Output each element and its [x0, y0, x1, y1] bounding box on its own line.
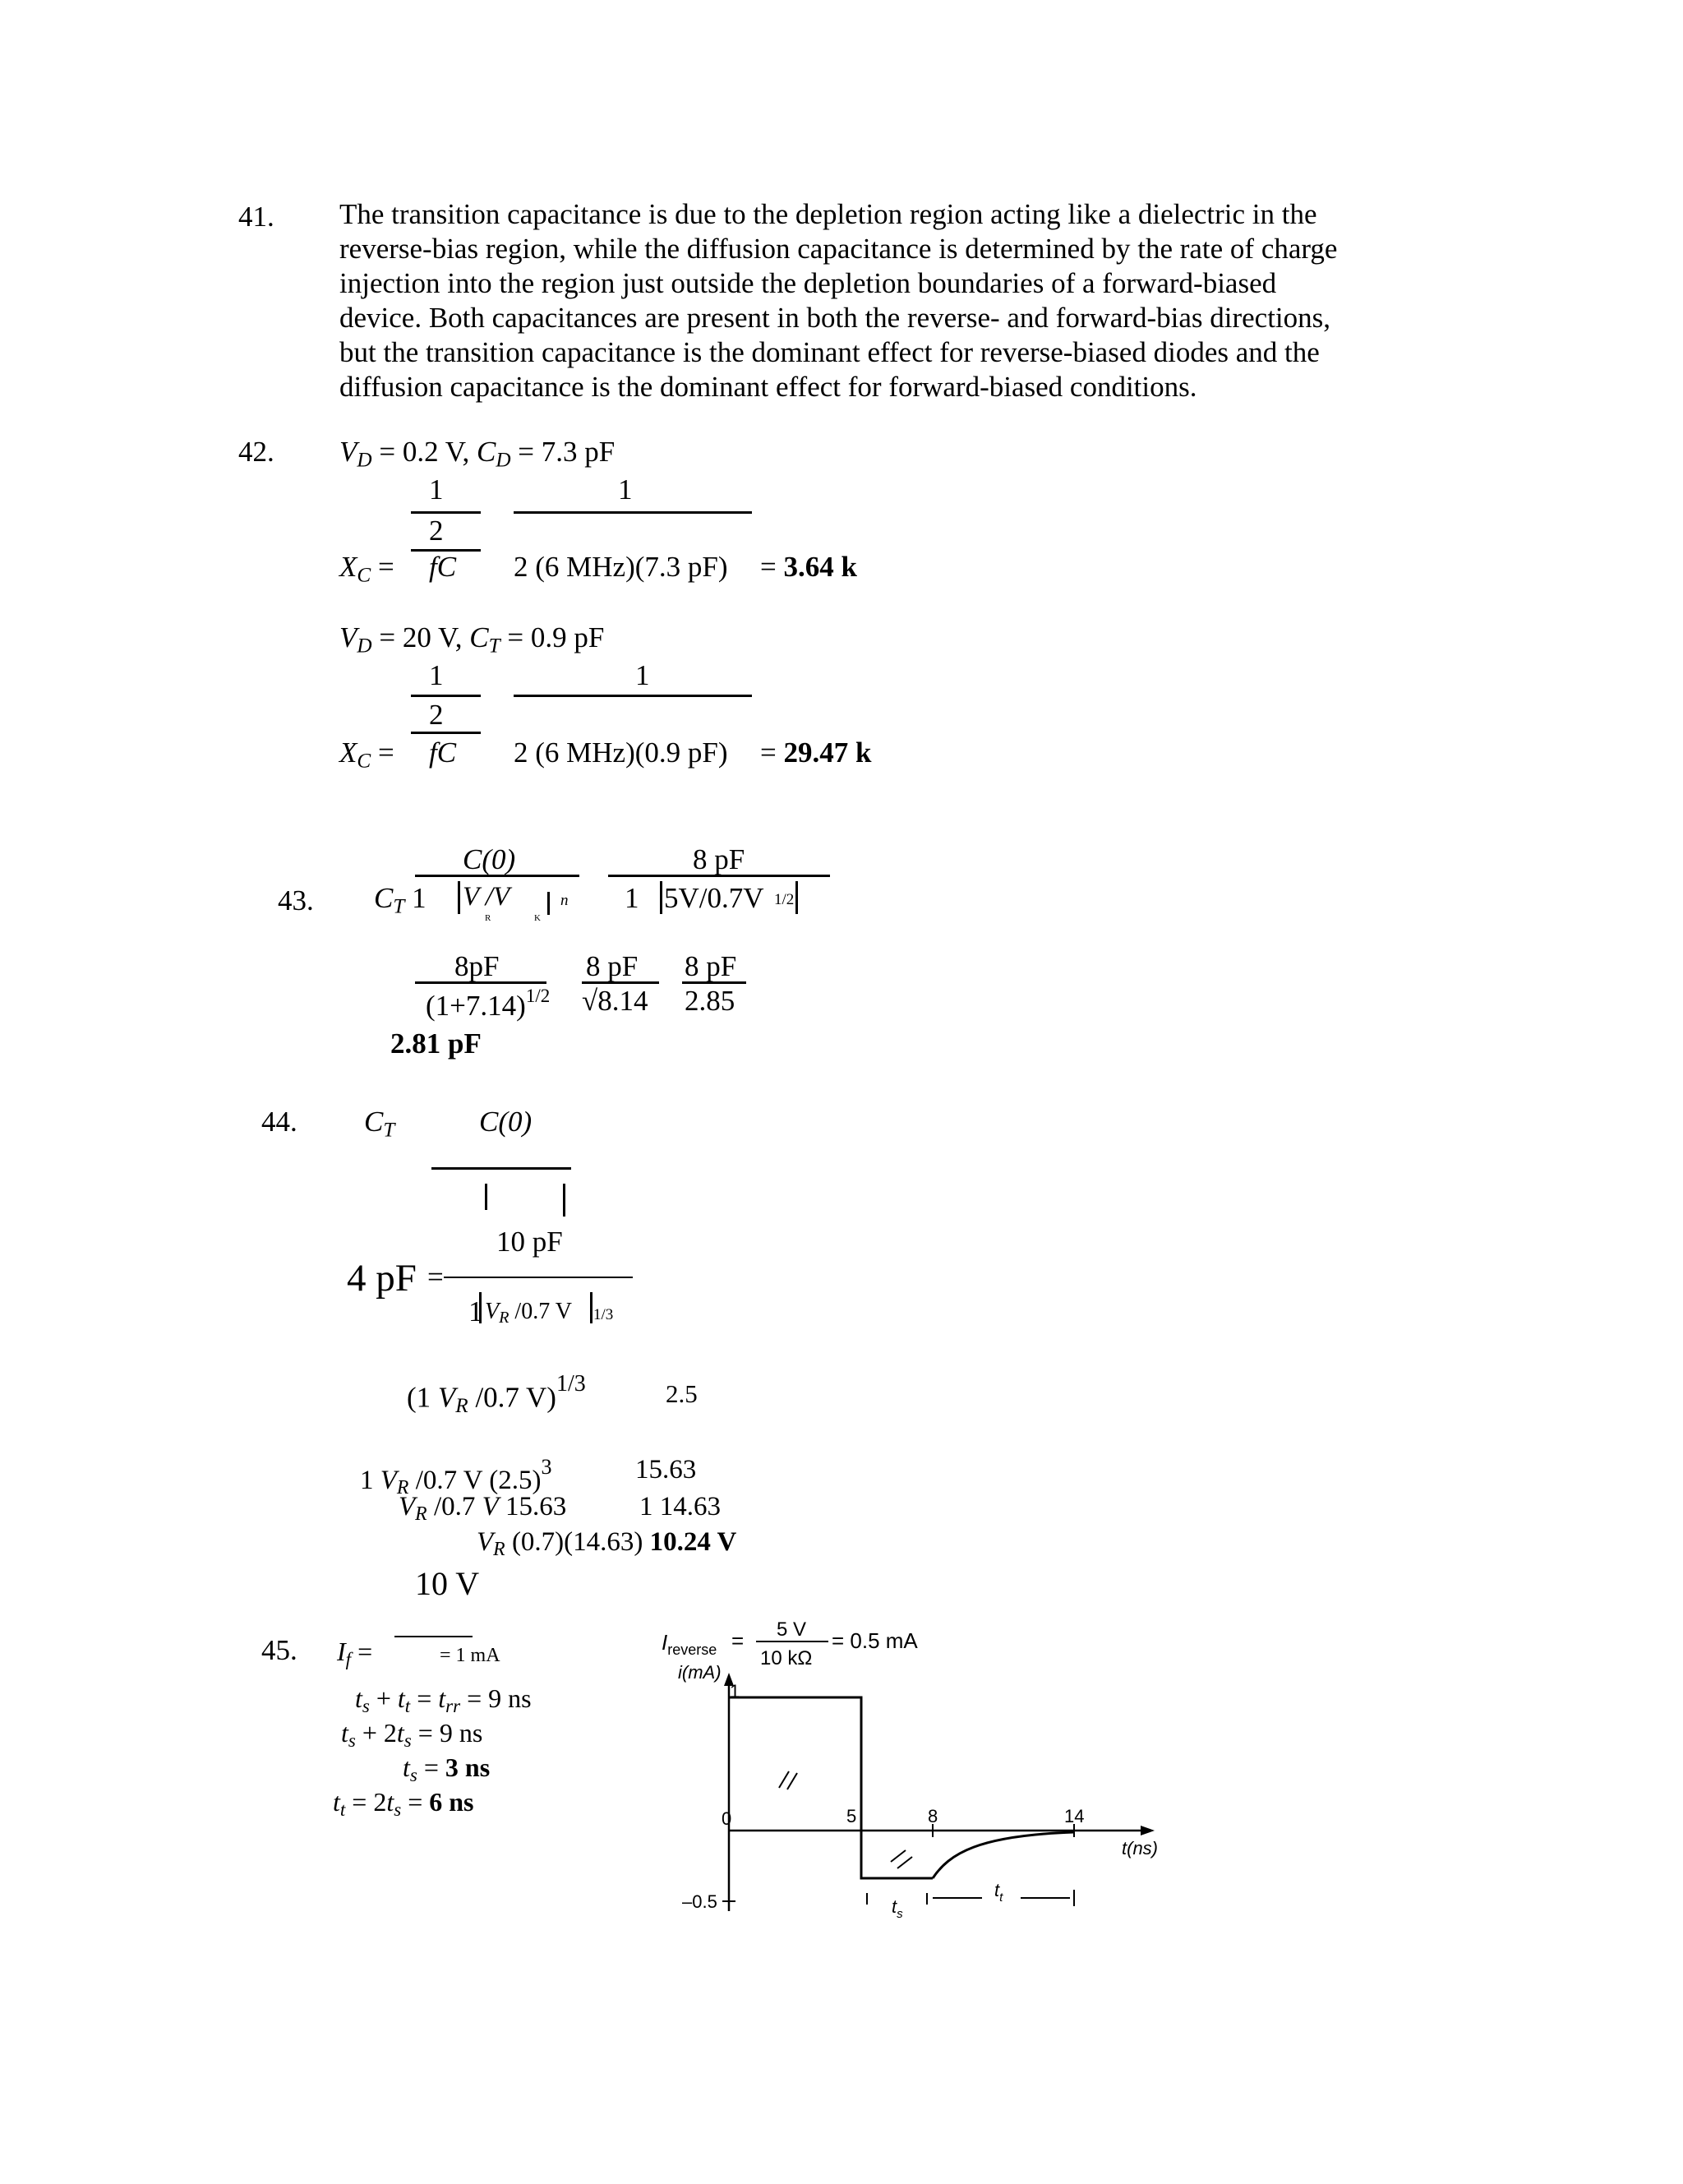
q43-result: 2.81 pF [390, 1027, 482, 1060]
q43-fraction-bar-1 [415, 875, 579, 877]
q43-f1-den: $(1+7.14)^{1/2}$ [426, 986, 551, 1023]
q41-line-6: diffusion capacitance is the dominant effect for forward-biased conditions. [339, 371, 1197, 403]
graph-xaxis-label: t(ns) [1122, 1838, 1158, 1858]
q44-fraction-bar-1 [431, 1167, 571, 1170]
q44-fraction-bar-2 [444, 1277, 633, 1278]
q42b-given: $V_D = 20$ V, $C_T = 0.9$ pF [339, 621, 605, 658]
q42a-denominator-2: 2 [429, 515, 444, 547]
q42a-fc: fC [429, 551, 457, 583]
q42b-numerator-2: 1 [635, 659, 650, 691]
q41-line-1: The transition capacitance is due to the depletion region acting like a dielectric in the [339, 198, 1317, 230]
graph-break-mark-2a [891, 1850, 906, 1862]
q42a-fraction-bar-1 [411, 511, 481, 514]
q45-if-label: $I_f$ = [337, 1637, 373, 1669]
graph-break-mark-1a [779, 1771, 789, 1788]
q44-bar-left [485, 1184, 487, 1210]
q42a-given: $V_D = 0.2$ V, $C_D = 7.3$ pF [339, 436, 616, 472]
q43-f2-den: √8.14 [582, 985, 648, 1017]
q41-answer [339, 197, 1638, 404]
q44-ct-label: $C_T$ [364, 1106, 395, 1142]
q41-line-5: but the transition capacitance is the dominant effect for reverse-biased diodes and the [339, 336, 1320, 368]
graph-x-tick-5: 5 [846, 1806, 857, 1826]
q44-den-bar-right [590, 1292, 593, 1323]
graph-tt-label: $t_t$ [994, 1880, 1003, 1905]
q41-line-3: injection into the region just outside the depletion boundaries of a forward-biased [339, 267, 1277, 299]
q44-den-exp: 1/3 [593, 1306, 614, 1323]
q45-if-bar [394, 1636, 473, 1637]
q43-bar-left [458, 881, 460, 914]
graph-result: = 0.5 mA [832, 1628, 918, 1653]
graph-y-tick-1: 1 [730, 1681, 740, 1701]
q42b-result: = 29.47 k [760, 736, 872, 769]
q41-line-4: device. Both capacitances are present in both the reverse- and forward-bias directions, [339, 302, 1331, 334]
q43-bar-b-right [795, 881, 798, 914]
q44-number: 44. [261, 1106, 297, 1138]
q42-number: 42. [238, 436, 274, 468]
graph-x-tick-14: 14 [1064, 1806, 1085, 1826]
graph-ts-label: $t_s$ [892, 1896, 903, 1921]
q43-f3-bar [682, 981, 746, 984]
q45-line-3: $t_s = 3$ ns [403, 1752, 491, 1785]
q43-bar-b-left [660, 881, 662, 914]
q43-vv: V /V [463, 882, 510, 912]
reverse-recovery-graph [641, 1607, 1183, 1952]
q42b-fraction-bar-2 [514, 695, 752, 697]
q44-equals: = [427, 1261, 444, 1293]
graph-y-tick-0: 0 [722, 1808, 732, 1829]
q45-line-2: $t_s + 2t_s = 9$ ns [341, 1718, 483, 1751]
q43-sub-r: R [485, 913, 491, 923]
q44-four-pf: 4 pF [347, 1257, 417, 1300]
q42b-fraction-bar-3 [411, 732, 481, 734]
q42b-denominator-2: 2 [429, 699, 444, 731]
q42a-numerator-2: 1 [618, 473, 633, 506]
q43-fraction-bar-2 [608, 875, 830, 877]
q43-f3-num: 8 pF [685, 950, 737, 982]
q41-number: 41. [238, 201, 274, 233]
q45-number: 45. [261, 1634, 297, 1666]
graph-frac-den: 10 kΩ [760, 1647, 813, 1669]
q44-line-3: $V_R$ /0.7 V 15.63 [399, 1492, 567, 1525]
graph-ireverse-label: $I_{reverse}$ [662, 1630, 717, 1658]
q41-line-2: reverse-bias region, while the diffusion capacitance is determined by the rate of charge [339, 233, 1338, 265]
q43-exponent-n: n [560, 892, 569, 909]
q43-exponent-half: 1/2 [774, 891, 795, 908]
graph-current-waveform [729, 1697, 933, 1878]
graph-x-arrow [1141, 1826, 1155, 1835]
q43-denominator-b: 5V/0.7V [664, 882, 764, 914]
graph-yaxis-label: i(mA) [678, 1662, 722, 1683]
q42b-fc: fC [429, 736, 457, 769]
q44-line-4: $V_R$ (0.7)(14.63) 10.24 V [477, 1527, 737, 1560]
q44-bar-right [563, 1184, 565, 1217]
q42b-xc-label: $X_C$ = [339, 736, 394, 773]
q44-line-3-value: 1 14.63 [639, 1492, 721, 1521]
q44-ten-pf: 10 pF [496, 1226, 563, 1258]
q44-c0: C(0) [479, 1106, 533, 1138]
q44-line-1-value: 2.5 [666, 1379, 698, 1408]
q43-sub-k: K [534, 913, 541, 923]
q42a-xc-label: $X_C$ = [339, 551, 394, 587]
q44-den-bar-left [479, 1292, 482, 1323]
q42a-numerator-1: 1 [429, 473, 444, 506]
q45-if-value: = 1 mA [440, 1645, 500, 1666]
q44-den-one: 1 [468, 1295, 483, 1327]
q42a-denominator: 2 (6 MHz)(7.3 pF) [514, 551, 728, 583]
graph-equals: = [731, 1628, 745, 1653]
q44-line-5: 10 V [415, 1565, 480, 1602]
q44-line-2: 1 $V_R$ /0.7 V $(2.5)^3$ [360, 1455, 552, 1499]
q43-numerator-8pf: 8 pF [693, 843, 745, 875]
q43-c0: C(0) [463, 843, 516, 875]
q45-line-1: $t_s + t_t = t_{rr} = 9$ ns [355, 1683, 532, 1716]
q43-f3-den: 2.85 [685, 985, 735, 1017]
q44-den-vr: $V_R$ /0.7 V [485, 1299, 572, 1327]
graph-break-mark-1b [787, 1773, 797, 1789]
graph-recovery-curve [933, 1832, 1074, 1878]
q42b-numerator-1: 1 [429, 659, 444, 691]
graph-y-tick-neg-label: –0.5 [682, 1891, 717, 1912]
q42b-denominator: 2 (6 MHz)(0.9 pF) [514, 736, 728, 769]
q43-f1-num: 8pF [454, 950, 500, 982]
q43-bar-right [547, 892, 550, 915]
q43-ct-label: $C_T$ 1 [374, 882, 427, 918]
q44-line-2-value: 15.63 [635, 1455, 697, 1484]
q42a-fraction-bar-2 [514, 511, 752, 514]
q44-line-1: (1 $V_R$ /0.7 V)$^{1/3}$ [407, 1371, 586, 1417]
graph-break-mark-2b [897, 1857, 912, 1868]
graph-frac-num: 5 V [777, 1618, 807, 1641]
q43-f2-num: 8 pF [586, 950, 639, 982]
q45-line-4: $t_t = 2t_s = 6$ ns [333, 1787, 474, 1820]
graph-x-tick-8: 8 [928, 1806, 938, 1826]
q43-f2-bar [582, 981, 659, 984]
q43-one-b: 1 [625, 882, 639, 914]
q43-f1-bar [415, 981, 546, 984]
q43-number: 43. [278, 884, 314, 917]
q42a-result: = 3.64 k [760, 551, 857, 583]
q42b-fraction-bar-1 [411, 695, 481, 697]
